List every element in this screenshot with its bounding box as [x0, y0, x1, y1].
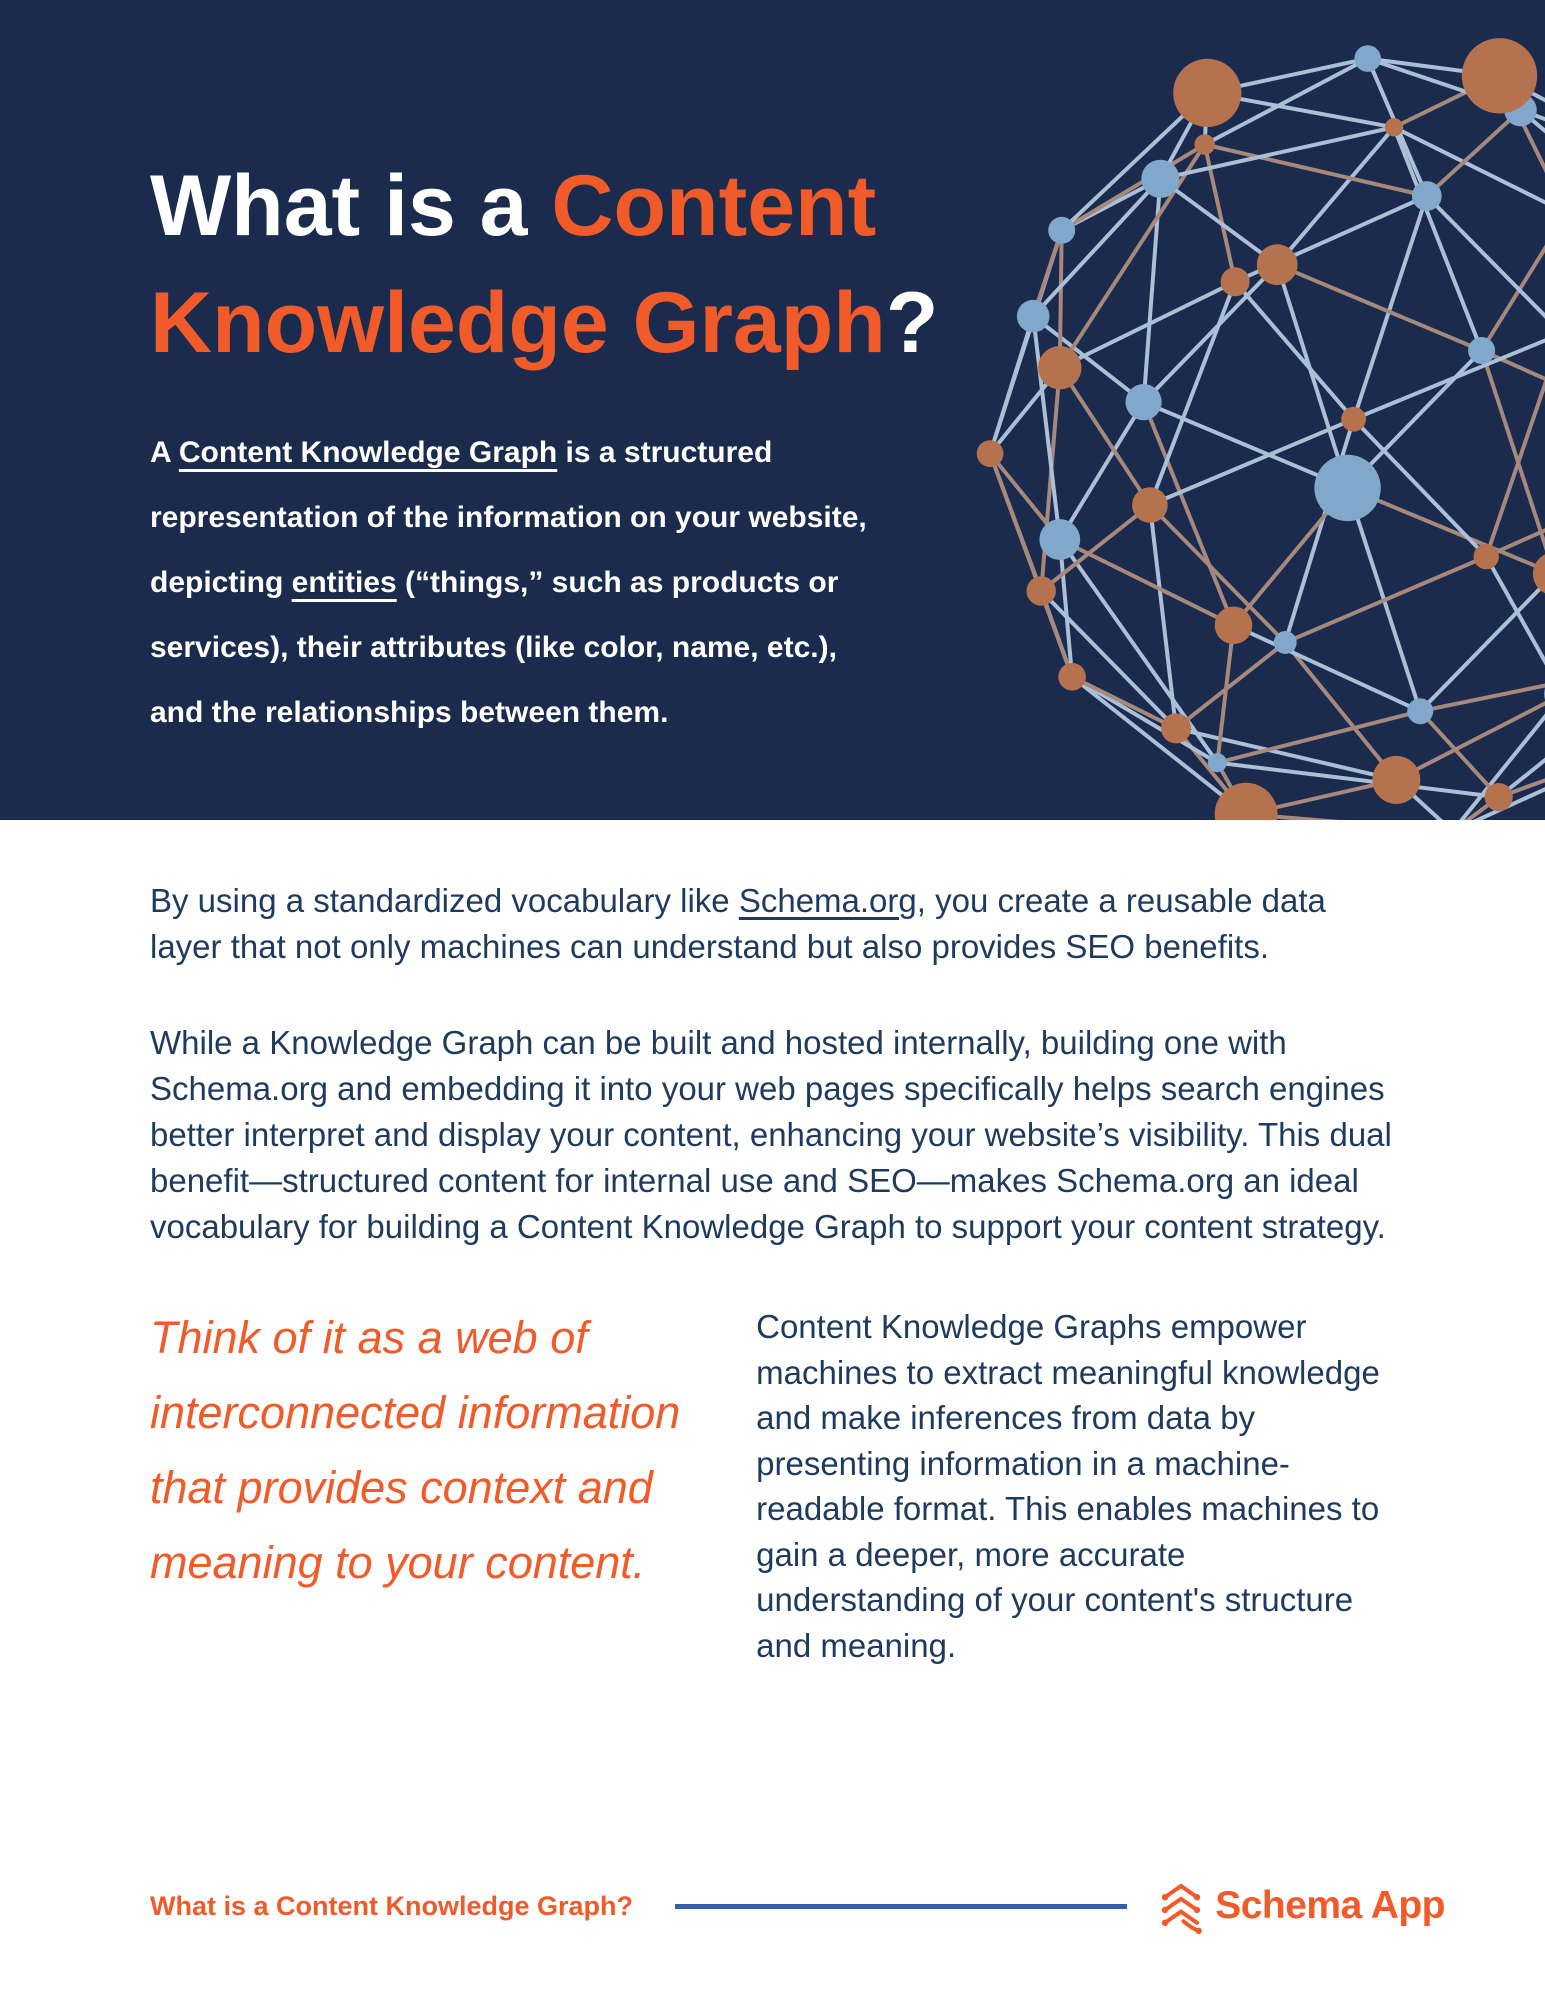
intro-text: A: [150, 436, 179, 469]
hero-intro-line-3: [150, 550, 980, 615]
schema-org-link[interactable]: Schema.org: [738, 882, 917, 919]
hero-intro: [150, 420, 980, 745]
hero-intro-line-2: [150, 485, 980, 550]
footer-divider-line: [675, 1904, 1127, 1909]
intro-text: and the relationships between them.: [150, 696, 669, 729]
hero-intro-line-5: [150, 680, 980, 745]
para1-text: By using a standardized vocabulary like: [150, 882, 739, 919]
schema-app-chevrons-icon: [1157, 1878, 1205, 1934]
hero-intro-line-4: [150, 615, 980, 680]
para1-text: layer that not only machines can understand but also provides SEO benefits.: [150, 928, 1269, 965]
schema-app-logo-text: Schema App: [1215, 1884, 1445, 1927]
paragraph-dual-benefit: While a Knowledge Graph can be built and hosted internally, building one with Schema.org and embedding it into your web pages specifically helps search engines better interpret and display your content, enhancing your website’s visibility. This dual benefit—structured content for internal use and SEO—makes Schema.org an ideal vocabulary for building a Content Knowledge Graph to support your content strategy.: [150, 1024, 1392, 1245]
content-knowledge-graph-link[interactable]: Content Knowledge Graph: [178, 436, 558, 469]
intro-text: services), their attributes (like color, name, etc.),: [150, 631, 837, 664]
hero-intro-line-1: [150, 420, 980, 485]
hero-content: [0, 0, 980, 745]
entities-link[interactable]: entities: [291, 566, 397, 599]
title-white-1: What is a: [150, 158, 552, 254]
para1-text: , you create a reusable data: [916, 882, 1326, 919]
intro-text: depicting: [150, 566, 292, 599]
title-orange-2: Knowledge Graph: [150, 275, 886, 371]
pull-quote: Think of it as a web of interconnected information that provides context and meaning to your content.: [150, 1312, 681, 1588]
hero-section: [0, 0, 1545, 820]
page-title: [150, 148, 980, 382]
paragraph-empower-machines: Content Knowledge Graphs empower machines to extract meaningful knowledge and make inferences from data by presenting information in a machine-readable format. This enables machines to gain a deeper, more accurate understanding of your content's structure and meaning.: [756, 1308, 1380, 1664]
intro-text: (“things,” such as products or: [396, 566, 839, 599]
title-white-2: ?: [885, 275, 939, 371]
footer: [150, 1878, 1445, 1934]
intro-text: representation of the information on your website,: [150, 501, 867, 534]
main-content: [0, 820, 1395, 1668]
two-column-section: [150, 1300, 1395, 1668]
footer-page-title: What is a Content Knowledge Graph?: [150, 1890, 634, 1921]
schema-app-logo: [1157, 1878, 1445, 1934]
title-orange-1: Content: [551, 158, 877, 254]
paragraph-standardized-vocabulary: [150, 878, 1395, 970]
intro-text: is a structured: [557, 436, 773, 469]
